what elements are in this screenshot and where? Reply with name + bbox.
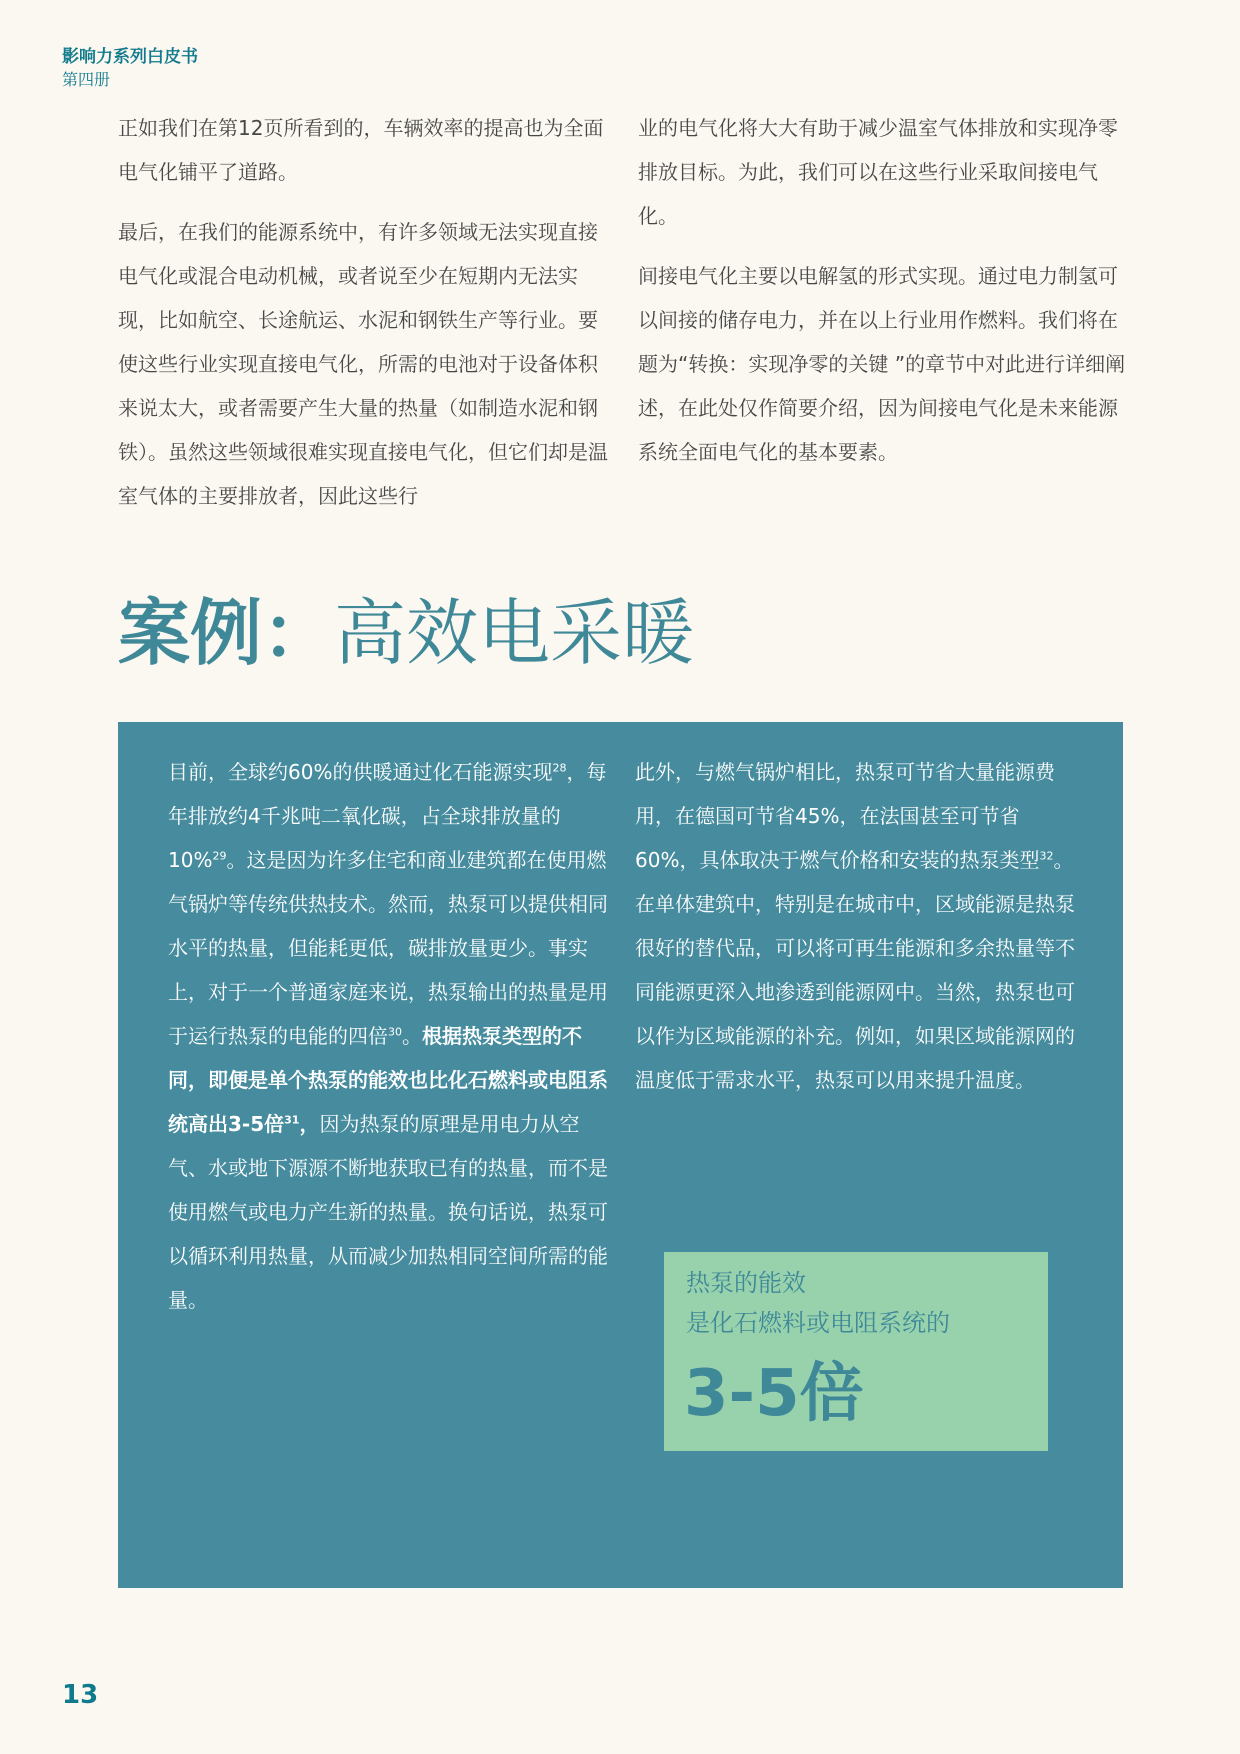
intro-paragraph: 业的电气化将大大有助于减少温室气体排放和实现净零排放目标。为此，我们可以在这些行业采取间接电气化。: [638, 116, 1118, 228]
case-heading-label: 案例：: [118, 591, 335, 675]
intro-paragraph: 间接电气化主要以电解氢的形式实现。通过电力制氢可以间接的储存电力，并在以上行业用作燃料。我们将在题为“转换：实现净零的关键 ”的章节中对此进行详细阐述，在此处仅作简要介绍，因为间接电气化是未来能源系统全面电气化的基本要素。: [638, 264, 1126, 464]
case-heading-title: 高效电采暖: [334, 591, 695, 675]
highlight-text: 根据热泵类型的不同，即便是单个热泵的能效也比化石燃料或电阻系统高出3-5倍: [168, 1024, 608, 1136]
case-paragraph: 此外，与燃气锅炉相比，热泵可节省大量能源费用，在德国可节省45%，在法国甚至可节省60%，具体取决于燃气价格和安装的热泵类型$^{32}$。在单体建筑中，特别是在城市中，区域能源是热泵很好的替代品，可以将可再生能源和多余热量等不同能源更深入地渗透到能源网中。当然，热泵也可以作为区域能源的补充。例如，如果区域能源网的温度低于需求水平，热泵可以用来提升温度。: [635, 760, 1075, 1092]
case-study-box: [118, 722, 1123, 1588]
case-paragraph: 目前，全球约60%的供暖通过化石能源实现$^{28}$，每年排放约4千兆吨二氧化碳，占全球排放量的10%$^{29}$。这是因为许多住宅和商业建筑都在使用燃气锅炉等传统供热技术。然而，热泵可以提供相同水平的热量，但能耗更低，碳排放量更少。事实上，对于一个普通家庭来说，热泵输出的热量是用于运行热泵的电能的四倍$^{30}$。根据热泵类型的不同，即便是单个热泵的能效也比化石燃料或电阻系统高出3-5倍$^{31}$，因为热泵的原理是用电力从空气、水或地下源源不断地获取已有的热量，而不是使用燃气或电力产生新的热量。换句话说，热泵可以循环利用热量，从而减少加热相同空间所需的能量。: [168, 760, 608, 1312]
case-left-column: [168, 750, 614, 1322]
stat-callout: [664, 1252, 1048, 1451]
intro-right-column: [638, 106, 1128, 490]
series-title: 影响力系列白皮书: [62, 47, 198, 67]
footnote-ref[interactable]: 31: [284, 1113, 300, 1127]
callout-line-2: 是化石燃料或电阻系统的: [686, 1309, 950, 1337]
intro-paragraph: 最后，在我们的能源系统中，有许多领域无法实现直接电气化或混合电动机械，或者说至少在短期内无法实现，比如航空、长途航运、水泥和钢铁生产等行业。要使这些行业实现直接电气化，所需的电池对于设备体积来说太大，或者需要产生大量的热量（如制造水泥和钢铁）。虽然这些领域很难实现直接电气化，但它们却是温室气体的主要排放者，因此这些行: [118, 220, 608, 508]
callout-line-1: 热泵的能效: [686, 1269, 806, 1297]
intro-paragraph: 正如我们在第12页所看到的，车辆效率的提高也为全面电气化铺平了道路。: [118, 116, 604, 184]
series-volume: 第四册: [62, 70, 111, 89]
case-right-column: [635, 750, 1081, 1102]
callout-stat: 3-5倍: [684, 1357, 864, 1431]
footnote-ref[interactable]: 30: [388, 1025, 402, 1039]
page-number: 13: [62, 1680, 99, 1710]
footnote-ref[interactable]: 29: [212, 849, 227, 863]
footnote-ref[interactable]: 32: [1039, 849, 1054, 863]
footnote-ref[interactable]: 28: [552, 761, 567, 775]
intro-left-column: [118, 106, 608, 534]
case-study-heading: [118, 588, 694, 678]
